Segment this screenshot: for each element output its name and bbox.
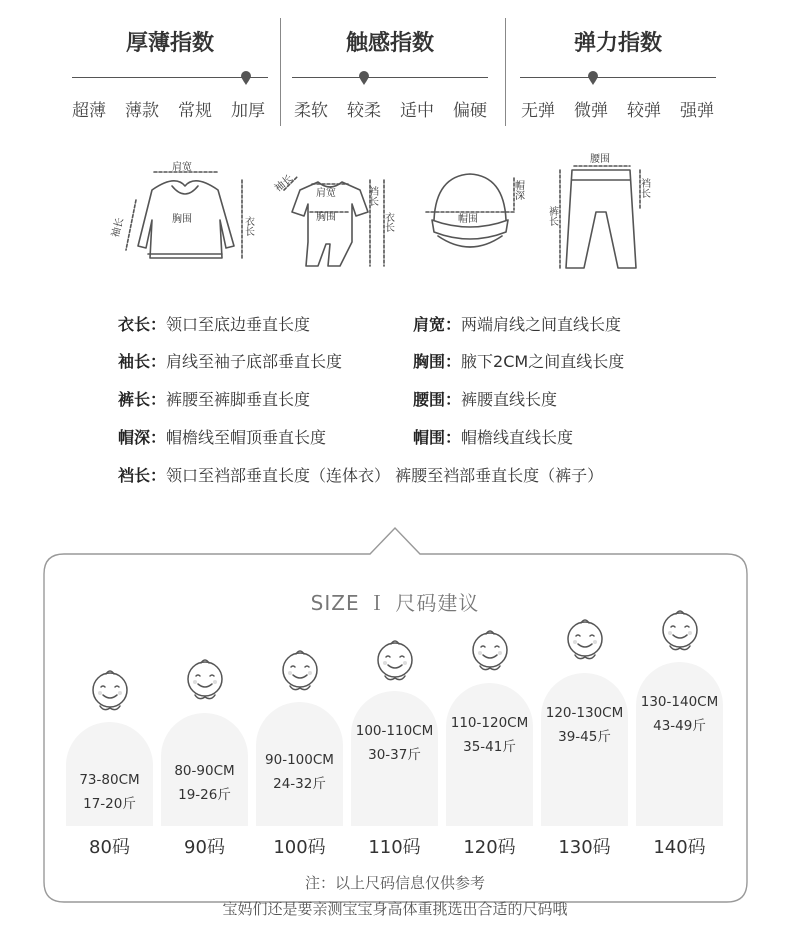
definition-item: 腰围：裤腰直线长度 xyxy=(413,390,558,409)
size-card xyxy=(256,702,343,826)
size-weight: 30-37斤 xyxy=(368,747,421,763)
size-advice: 宝妈们还是要亲测宝宝身高体重挑选出合适的尺码哦 xyxy=(222,900,568,918)
thickness-option: 超薄 xyxy=(72,101,106,121)
size-card xyxy=(541,673,628,826)
size-label: 120码 xyxy=(463,837,516,858)
thickness-option: 常规 xyxy=(178,101,212,121)
size-card xyxy=(636,662,723,826)
size-label: 100码 xyxy=(273,837,326,858)
baby-face-icon xyxy=(373,638,417,692)
label-length: 衣长 xyxy=(242,216,254,236)
baby-face-icon xyxy=(183,657,227,711)
thickness-title: 厚薄指数 xyxy=(125,31,214,56)
label-shoulder: 肩宽 xyxy=(316,188,336,199)
thickness-option: 薄款 xyxy=(125,101,159,121)
size-height: 100-110CM xyxy=(355,723,434,739)
size-card xyxy=(161,713,248,826)
definition-item: 裤长：裤腰至裤脚垂直长度 xyxy=(118,390,311,409)
definition-item: 胸围：腋下2CM之间直线长度 xyxy=(413,352,625,371)
elasticity-option: 强弹 xyxy=(680,101,714,121)
label-pants-length: 裤长 xyxy=(546,206,558,226)
elasticity-option: 微弹 xyxy=(574,101,608,121)
size-weight: 24-32斤 xyxy=(273,776,326,792)
definition-item: 袖长：肩线至袖子底部垂直长度 xyxy=(118,352,343,371)
definition-item: 裆长：领口至裆部垂直长度（连体衣） 裤腰至裆部垂直长度（裤子） xyxy=(118,466,604,485)
elasticity-option: 无弹 xyxy=(521,101,555,121)
label-sleeve: 袖长 xyxy=(110,216,127,239)
label-length: 衣长 xyxy=(382,212,394,232)
softness-option: 适中 xyxy=(400,101,434,121)
elasticity-option: 较弹 xyxy=(627,101,661,121)
definition-item: 帽深：帽檐线至帽顶垂直长度 xyxy=(118,428,327,447)
label-shoulder: 肩宽 xyxy=(172,162,192,173)
size-height: 120-130CM xyxy=(545,705,624,721)
baby-face-icon xyxy=(88,668,132,722)
thickness-option: 加厚 xyxy=(231,101,265,121)
size-height: 73-80CM xyxy=(79,772,140,788)
label-chest: 胸围 xyxy=(316,212,336,223)
size-label: 130码 xyxy=(558,837,611,858)
baby-face-icon xyxy=(278,648,322,702)
size-height: 90-100CM xyxy=(265,752,334,768)
definition-item: 肩宽：两端肩线之间直线长度 xyxy=(413,315,622,334)
label-hat-depth: 帽深 xyxy=(512,180,524,200)
label-sleeve: 袖长 xyxy=(272,173,296,195)
size-label: 80码 xyxy=(89,837,130,858)
size-weight: 43-49斤 xyxy=(653,718,706,734)
baby-face-icon xyxy=(563,617,607,671)
definition-item: 衣长：领口至底边垂直长度 xyxy=(118,315,311,334)
label-crotch: 裆长 xyxy=(366,186,378,206)
size-card xyxy=(351,691,438,826)
softness-option: 柔软 xyxy=(294,101,328,121)
label-crotch: 裆长 xyxy=(638,178,650,198)
baby-face-icon xyxy=(468,628,512,682)
size-height: 130-140CM xyxy=(640,694,719,710)
label-hat-circ: 帽围 xyxy=(458,214,478,225)
softness-option: 较柔 xyxy=(347,101,381,121)
elasticity-title: 弹力指数 xyxy=(573,31,662,56)
size-height: 80-90CM xyxy=(174,763,235,779)
baby-face-icon xyxy=(658,608,702,662)
size-weight: 39-45斤 xyxy=(558,729,611,745)
size-card xyxy=(446,683,533,826)
definition-item: 帽围：帽檐线直线长度 xyxy=(413,428,574,447)
label-waist: 腰围 xyxy=(590,154,610,165)
size-label: 110码 xyxy=(368,837,421,858)
size-section-title: SIZE Ｉ 尺码建议 xyxy=(310,591,480,615)
size-weight: 35-41斤 xyxy=(463,739,516,755)
label-chest: 胸围 xyxy=(172,214,192,225)
softness-option: 偏硬 xyxy=(453,101,487,121)
size-card xyxy=(66,722,153,826)
size-label: 90码 xyxy=(184,837,225,858)
size-label: 140码 xyxy=(653,837,706,858)
size-note: 注：以上尺码信息仅供参考 xyxy=(304,874,485,892)
size-weight: 19-26斤 xyxy=(178,787,231,803)
size-weight: 17-20斤 xyxy=(83,796,136,812)
size-height: 110-120CM xyxy=(450,715,529,731)
softness-title: 触感指数 xyxy=(345,31,434,56)
